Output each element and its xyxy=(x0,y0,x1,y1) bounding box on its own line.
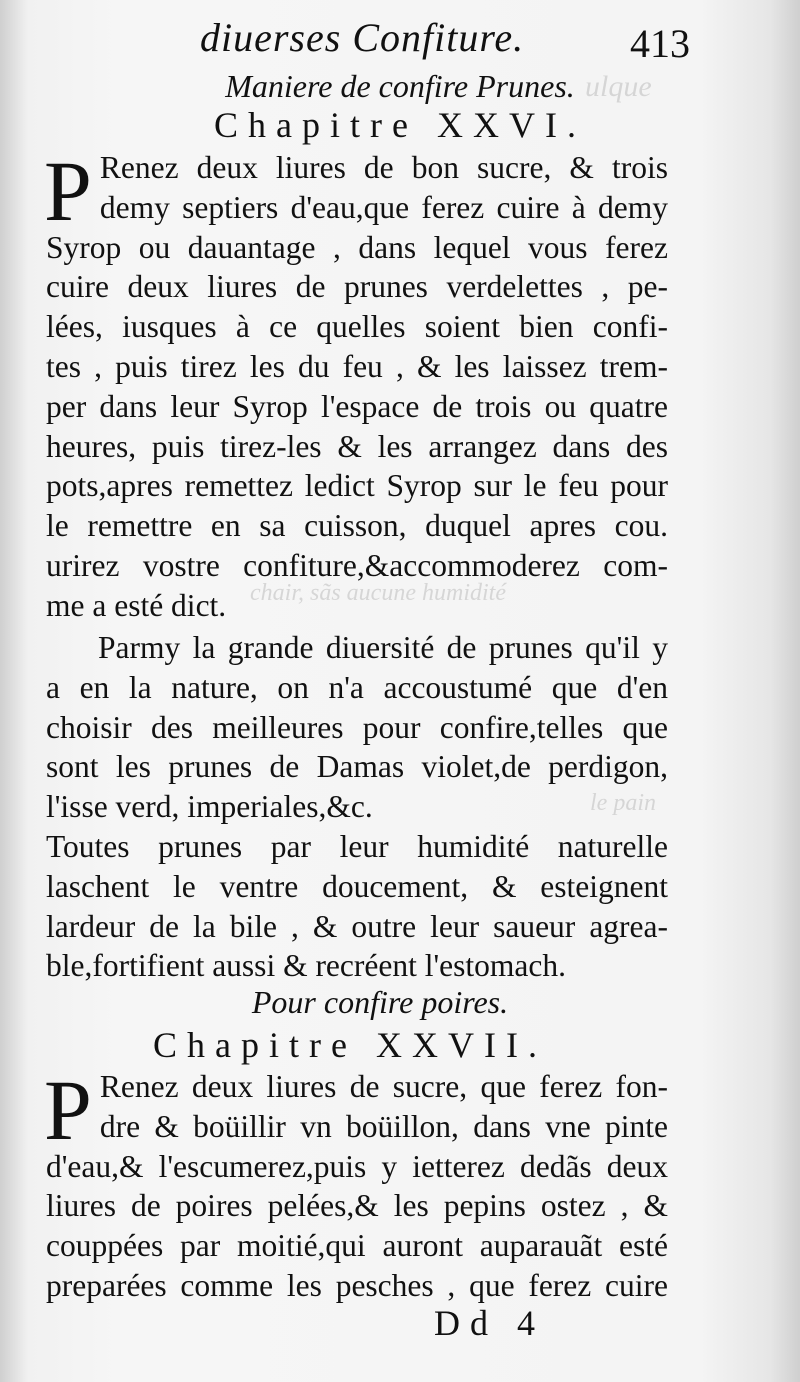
show-through: le pain xyxy=(590,790,656,816)
text-line: a en la nature, on n'a accoustumé que d'en xyxy=(46,669,668,705)
chapter-heading-26: Chapitre XXVI. xyxy=(214,105,586,145)
text-line: me a esté dict. xyxy=(46,587,227,623)
section-title-prunes: Maniere de confire Prunes. xyxy=(225,68,575,104)
show-through: chair, sãs aucune humidité xyxy=(250,580,506,606)
text-line: choisir des meilleures pour confire,telles que xyxy=(46,709,668,745)
paragraph-prunes-varieties xyxy=(46,628,668,827)
signature-mark: Dd 4 xyxy=(434,1303,545,1343)
chapter-heading-27: Chapitre XXVII. xyxy=(153,1025,547,1065)
text-line: urirez vostre confiture,&accommoderez com- xyxy=(46,547,668,583)
text-line: liures de poires pelées,& les pepins ostez , & xyxy=(46,1188,668,1224)
text-line: Toutes prunes par leur humidité naturelle xyxy=(46,829,668,864)
text-line: pots,apres remettez ledict Syrop sur le feu pour xyxy=(46,468,668,504)
text-line: lées, iusques à ce quelles soient bien confi- xyxy=(46,309,668,345)
show-through: ulque xyxy=(585,70,652,103)
text-line: Renez deux liures de sucre, que ferez fon- xyxy=(99,1069,668,1104)
text-line: l'isse verd, imperiales,&c. xyxy=(46,789,373,825)
text-line: Renez deux liures de bon sucre, & trois xyxy=(99,150,668,185)
drop-cap: P xyxy=(44,1062,92,1158)
text-line: sont les prunes de Damas violet,de perdigon, xyxy=(46,749,668,785)
text-line: tes , puis tirez les du feu , & les laissez trem- xyxy=(46,348,668,384)
text-line: dre & boüillir vn boüillon, dans vne pinte xyxy=(99,1108,668,1144)
text-line: couppées par moitié,qui auront auparauãt esté xyxy=(46,1228,668,1264)
paragraph-poires-recipe xyxy=(44,1062,668,1306)
drop-cap: P xyxy=(44,143,92,239)
text-line: preparées comme les pesches , que ferez cuire xyxy=(46,1267,668,1303)
text-line: d'eau,& l'escumerez,puis y ietterez dedãs deux xyxy=(46,1148,668,1184)
text-line: demy septiers d'eau,que ferez cuire à demy xyxy=(99,189,668,225)
paragraph-prunes-virtues xyxy=(46,827,668,986)
text-line: le remettre en sa cuisson, duquel apres cou. xyxy=(46,508,668,544)
section-title-poires: Pour confire poires. xyxy=(251,984,509,1020)
page-number: 413 xyxy=(630,21,690,66)
text-line: lardeur de la bile , & outre leur saueur agrea- xyxy=(46,908,668,944)
running-title: diuerses Confiture. xyxy=(200,15,525,60)
text-line: ble,fortifient aussi & recréent l'estomach. xyxy=(46,948,566,984)
text-line: Syrop ou dauantage , dans lequel vous ferez xyxy=(46,229,668,265)
text-line: heures, puis tirez-les & les arrangez dans des xyxy=(46,428,668,464)
text-line: per dans leur Syrop l'espace de trois ou quatre xyxy=(46,388,668,424)
text-line: laschent le ventre doucement, & esteignent xyxy=(46,868,668,904)
paragraph-prunes-recipe xyxy=(44,143,668,626)
text-line: cuire deux liures de prunes verdelettes , pe- xyxy=(46,269,668,305)
running-header xyxy=(200,14,690,74)
text-line: Parmy la grande diuersité de prunes qu'il y xyxy=(98,630,668,665)
